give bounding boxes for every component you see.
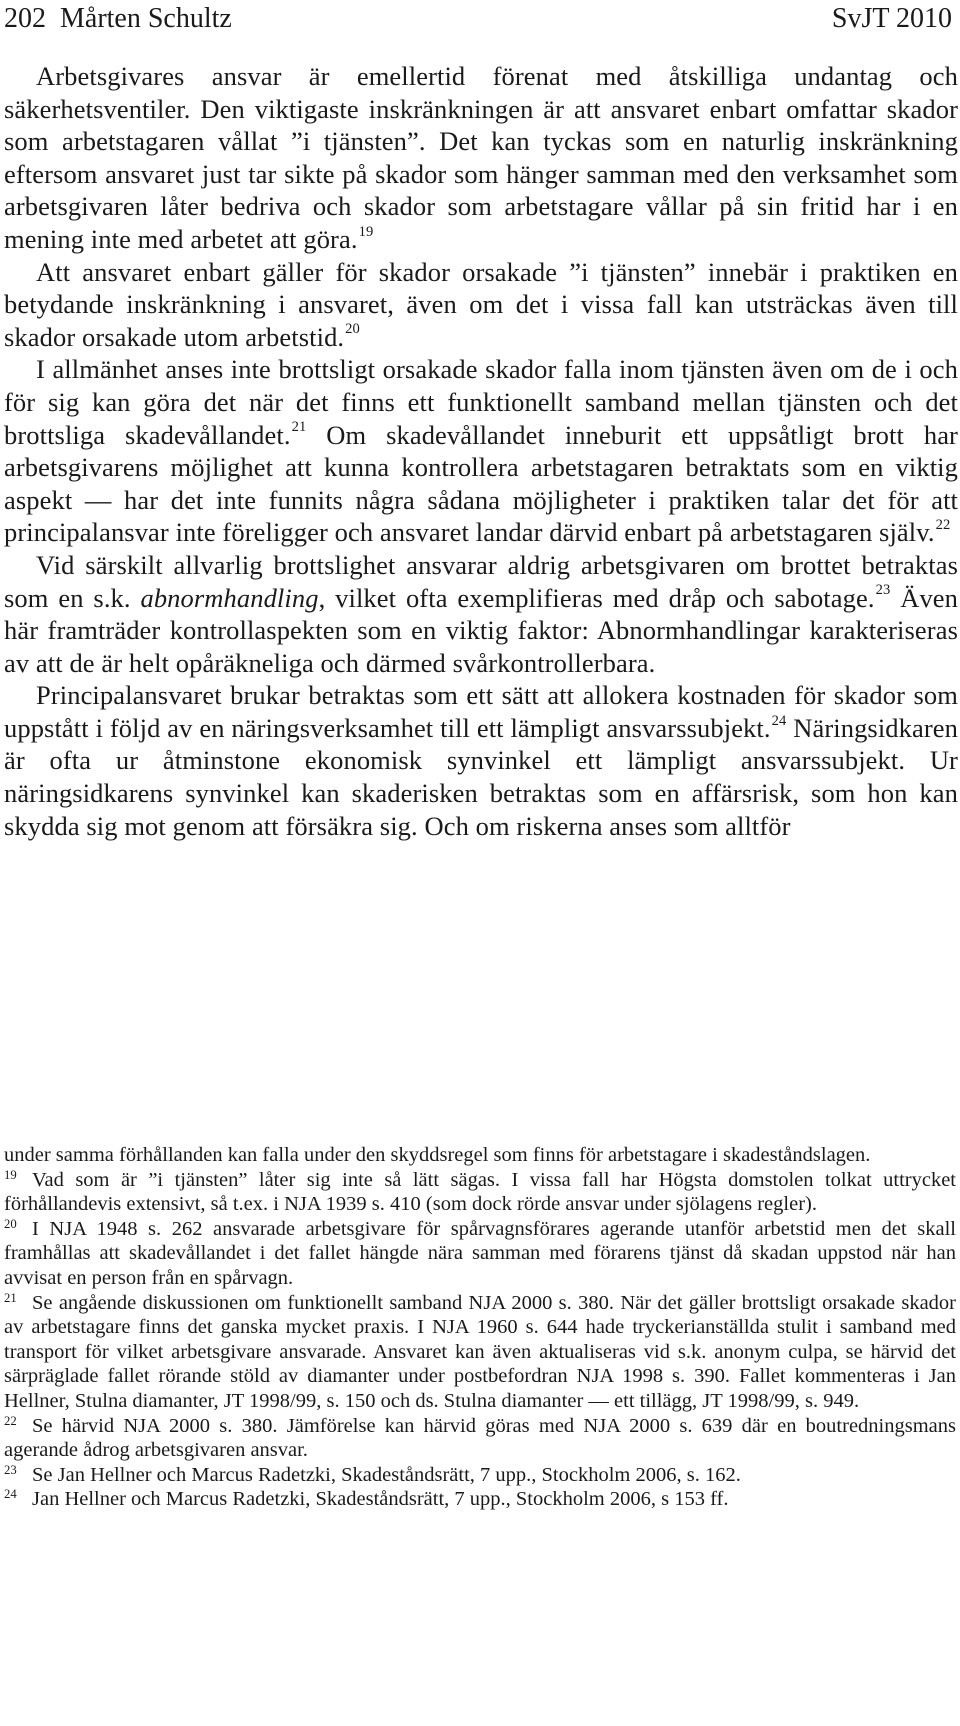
footnote-ref[interactable]: 20 [345,321,360,338]
paragraph-text: Arbetsgivares ansvar är emellertid förenat med åtskilliga undantag och säkerhetsventiler. Den viktigaste inskränkningen är att ansvaret enbart omfattar skador som arbetstagaren vållat ”i tjänsten”. Det kan tyckas som en naturlig inskränkning eftersom ansvaret just tar sikte på skador som hänger samman med den verksamhet som arbetsgivaren låter bedriva och skador som arbetstagare vållar på sin fritid har i en mening inte med arbetet att göra. [4,61,958,254]
footnote: 19 Vad som är ”i tjänsten” låter sig inte så lätt sägas. I vissa fall har Högsta domstolen tolkat uttrycket förhållandevis extensivt, så t.ex. i NJA 1939 s. 410 (som dock rörde ansvar under sjölagens regler). [4,1167,956,1216]
page-number: 202 [4,3,46,34]
emphasis-term: abnormhandling [140,582,319,613]
paragraph [4,679,958,842]
header-journal: SvJT 2010 [831,3,952,34]
header-author: Mårten Schultz [60,3,232,34]
paragraph-text: Vid särskilt allvarlig brottslighet ansvarar aldrig arbetsgivaren om brottet betraktas som en s.k. [4,549,958,613]
running-header [4,2,952,36]
paragraph-text: I allmänhet anses inte brottsligt orsakade skador falla inom tjänsten även om de i och för sig kan göra det när det finns ett funktionellt samband mellan tjänsten och det brottsliga skadevållandet. [4,354,958,450]
paragraph [4,256,958,354]
footnote: 20 I NJA 1948 s. 262 ansvarade arbetsgivare för spårvagnsförares agerande utanför arbetstid men det skall framhållas att skadevållandet i det fallet hängde nära samman med förarens tjänst då skadan uppstod när han avvisat en person från en spårvagn. [4,1216,956,1289]
paragraph-text: Även här framträder kontrollaspekten som en viktig faktor: Abnormhandlingar karakteriseras av att de är helt opåräkneliga och därmed svårkontrollerbara. [4,582,959,678]
footnote-ref[interactable]: 24 [771,712,787,729]
footnote-text: Vad som är ”i tjänsten” låter sig inte så lätt sägas. I vissa fall har Högsta domstolen tolkat uttrycket förhållandevis extensivt, så t.ex. i NJA 1939 s. 410 (som dock rörde ansvar under sjölagens regler). [4,1168,956,1216]
footnote: 22 Se härvid NJA 2000 s. 380. Jämförelse kan härvid göras med NJA 2000 s. 639 där en boutredningsmans agerande ådrog arbetsgivaren ansvar. [4,1413,956,1462]
footnote-continued: under samma förhållanden kan falla under den skyddsregel som finns för arbetstagare i skadeståndslagen. [4,1144,871,1166]
footnote-text: Se angående diskussionen om funktionellt samband NJA 2000 s. 380. När det gäller brottsligt orsakade skador av arbetstagare finns det ganska mycket praxis. I NJA 1960 s. 644 hade tryckerianställda stulit i samband med transport för vilket arbetsgivare ansvarade. Ansvaret kan även aktualiseras vid s.k. anonym culpa, se härvid det särpräglade fallet rörande stöld av diamanter under postbefordran NJA 1998 s. 390. Fallet kommenteras i Jan Hellner, Stulna diamanter, JT 1998/99, s. 150 och ds. Stulna diamanter — ett tillägg, JT 1998/99, s. 949. [4,1291,956,1412]
paragraph-text: Om skadevållandet inneburit ett uppsåtligt brott har arbetsgivarens möjlighet att kunna kontrollera arbetstagaren betraktats som en viktig aspekt — har det inte funnits några sådana möjligheter i praktiken talar det för att principalansvar inte föreligger och ansvaret landar därvid enbart på arbetstagaren själv. [4,419,958,548]
body-text [4,60,958,842]
paragraph [4,549,958,679]
footnote: 21 Se angående diskussionen om funktionellt samband NJA 2000 s. 380. När det gäller brottsligt orsakade skador av arbetstagare finns det ganska mycket praxis. I NJA 1960 s. 644 hade tryckerianställda stulit i samband med transport för vilket arbetsgivare ansvarade. Ansvaret kan även aktualiseras vid s.k. anonym culpa, se härvid det särpräglade fallet rörande stöld av diamanter under postbefordran NJA 1998 s. 390. Fallet kommenteras i Jan Hellner, Stulna diamanter, JT 1998/99, s. 150 och ds. Stulna diamanter — ett tillägg, JT 1998/99, s. 949. [4,1290,956,1412]
footnote: 24 Jan Hellner och Marcus Radetzki, Skadeståndsrätt, 7 upp., Stockholm 2006, s 153 ff. [4,1487,729,1511]
paragraph [4,60,958,256]
footnote: 23 Se Jan Hellner och Marcus Radetzki, Skadeståndsrätt, 7 upp., Stockholm 2006, s. 162. [4,1462,741,1486]
footnote-text: Jan Hellner och Marcus Radetzki, Skadeståndsrätt, 7 upp., Stockholm 2006, s 153 ff. [32,1488,729,1511]
footnote-text: Se Jan Hellner och Marcus Radetzki, Skadeståndsrätt, 7 upp., Stockholm 2006, s. 162. [32,1463,741,1486]
paragraph-text: Att ansvaret enbart gäller för skador orsakade ”i tjänsten” innebär i praktiken en betydande inskränkning i ansvaret, även om det i vissa fall kan utsträckas även till skador orsakade utom arbetstid. [4,256,958,352]
paragraph-text: Näringsidkaren är ofta ur åtminstone ekonomisk synvinkel ett lämpligt ansvarssubjekt. Ur näringsidkarens synvinkel kan skaderisken betraktas som en affärsrisk, som hon kan skydda sig mot genom att försäkra sig. Och om riskerna anses som alltför [4,712,958,841]
footnote-ref[interactable]: 21 [291,419,307,436]
footnotes [4,1143,956,1512]
footnote-ref[interactable]: 23 [875,582,891,599]
paragraph-text: , vilket ofta exemplifieras med dråp och sabotage. [318,582,875,613]
footnote-text: I NJA 1948 s. 262 ansvarade arbetsgivare för spårvagnsförares agerande utanför arbetstid men det skall framhållas att skadevållandet i det fallet hängde nära samman med förarens tjänst då skadan uppstod när han avvisat en person från en spårvagn. [4,1217,956,1289]
footnote-text: Se härvid NJA 2000 s. 380. Jämförelse kan härvid göras med NJA 2000 s. 639 där en boutredningsmans agerande ådrog arbetsgivaren ansvar. [4,1414,956,1462]
footnote-ref[interactable]: 19 [358,223,374,240]
paragraph-text: Principalansvaret brukar betraktas som ett sätt att allokera kostnaden för skador som uppstått i följd av en näringsverksamhet till ett lämpligt ansvarssubjekt. [4,680,958,743]
header-left [4,2,232,36]
paragraph [4,353,958,549]
footnote-ref[interactable]: 22 [935,516,951,533]
